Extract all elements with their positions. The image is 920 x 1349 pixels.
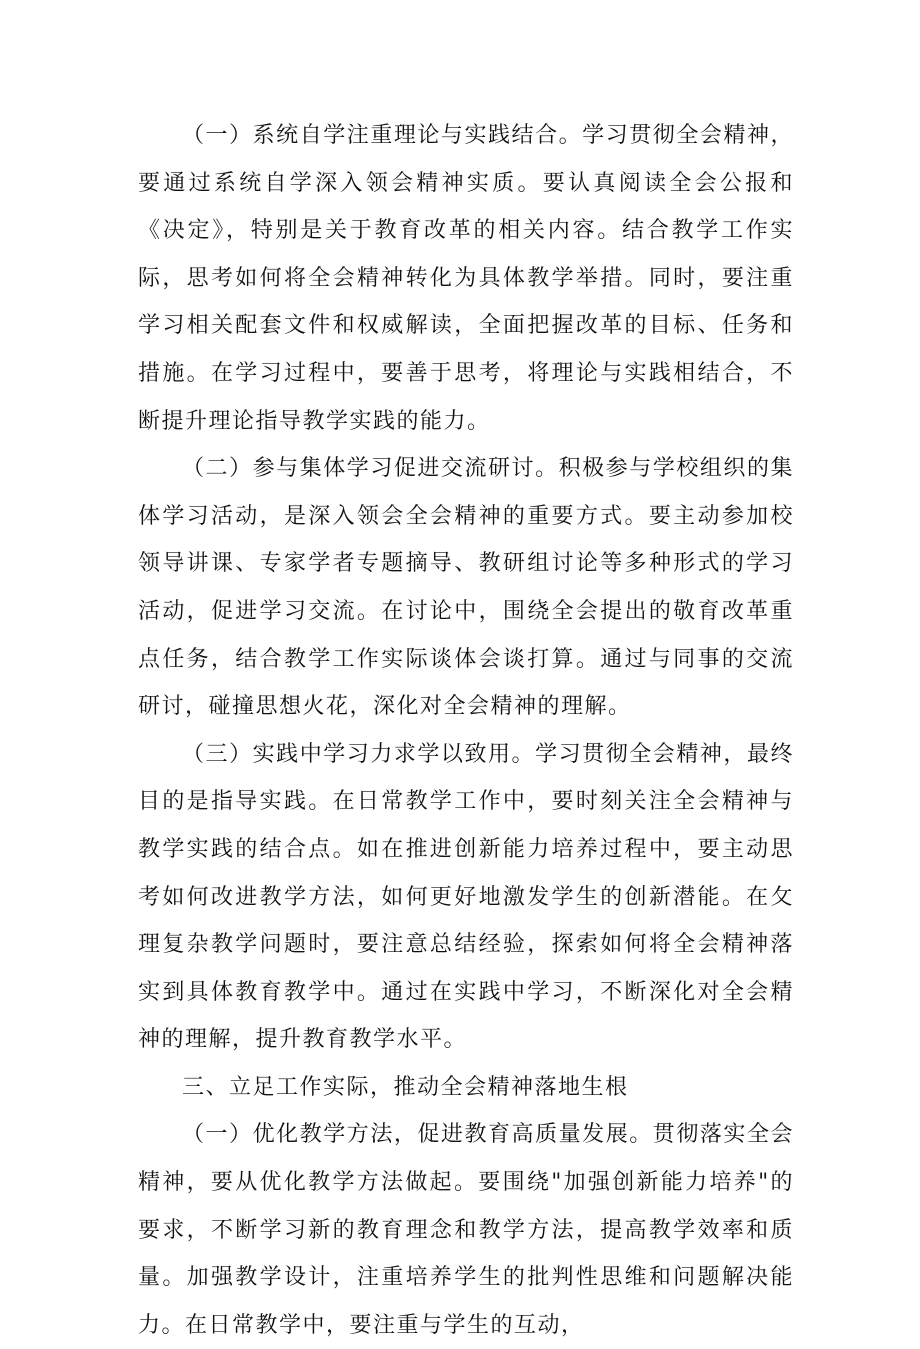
paragraph-self-study: （一）系统自学注重理论与实践结合。学习贯彻全会精神，要通过系统自学深入领会精神实质。要认真阅读全会公报和《决定》，特别是关于教育改革的相关内容。结合教学工作实际，思考如何将全会精神转化为具体教学举措。同时，要注重学习相关配套文件和权威解读，全面把握改革的目标、任务和措施。在学习过程中，要善于思考，将理论与实践相结合，不断提升理论指导教学实践的能力。 xyxy=(138,123,794,434)
paragraph-teaching-methods: （一）优化教学方法，促进教育高质量发展。贯彻落实全会精神，要从优化教学方法做起。要围绕"加强创新能力培养"的要求，不断学习新的教育理念和教学方法，提高教学效率和质量。加强教学设计，注重培养学生的批判性思维和问题解决能力。在日常教学中，要注重与学生的互动， xyxy=(138,1122,794,1338)
section-heading: 三、立足工作实际，推动全会精神落地生根 xyxy=(182,1074,629,1100)
paragraph-practice-study: （三）实践中学习力求学以致用。学习贯彻全会精神，最终目的是指导实践。在日常教学工作中，要时刻关注全会精神与教学实践的结合点。如在推进创新能力培养过程中，要主动思考如何改进教学方法，如何更好地激发学生的创新潜能。在攵理复杂教学问题时，要注意总结经验，探索如何将全会精神落实到具体教育教学中。通过在实践中学习，不断深化对全会精神的理解，提升教育教学水平。 xyxy=(138,741,794,1053)
paragraph-group-study: （二）参与集体学习促进交流研讨。积极参与学校组织的集体学习活动，是深入领会全会精神的重要方式。要主动参加校领导讲课、专家学者专题摘导、教研组讨论等多种形式的学习活动，促进学习交流。在讨论中，围绕全会提出的敬育改革重点任务，结合教学工作实际谈体会谈打算。通过与同事的交流研讨，碰撞思想火花，深化对全会精神的理解。 xyxy=(138,456,794,720)
document-body xyxy=(138,112,794,1349)
